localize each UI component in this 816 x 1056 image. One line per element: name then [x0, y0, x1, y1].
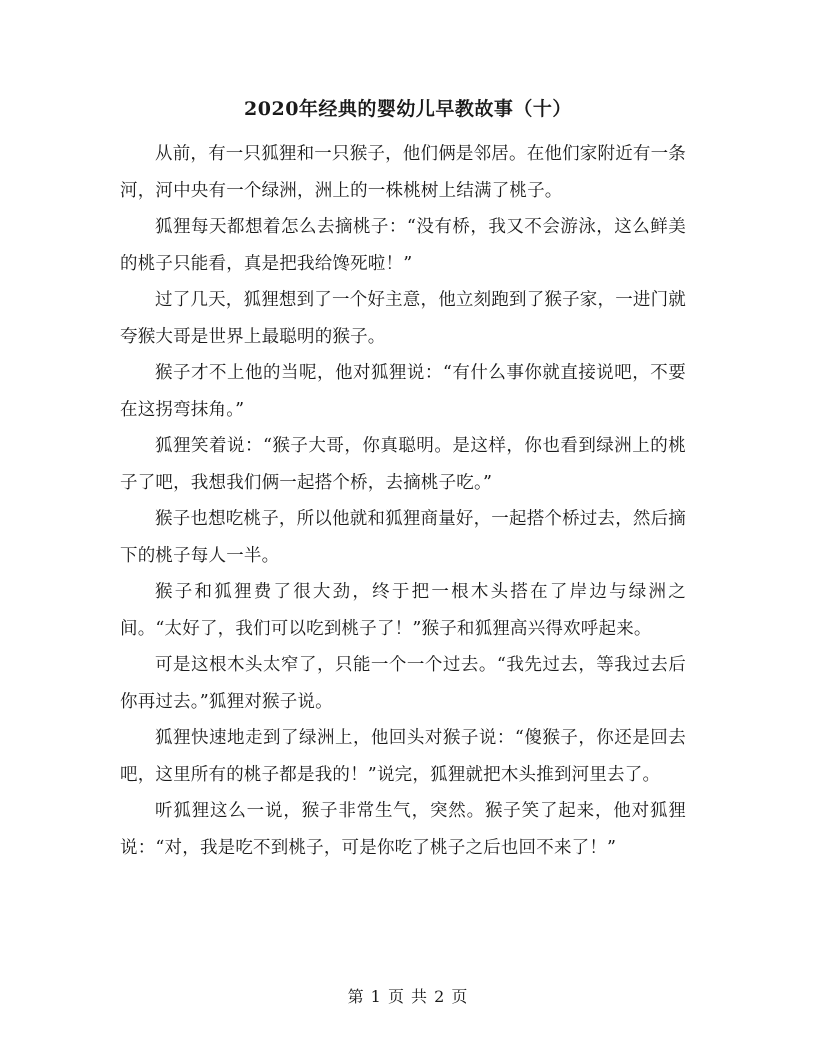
paragraph: 听狐狸这么一说，猴子非常生气，突然。猴子笑了起来，他对狐狸说：“对，我是吃不到桃子，可是你吃了桃子之后也回不来了！” [120, 801, 686, 858]
paragraph: 狐狸每天都想着怎么去摘桃子：“没有桥，我又不会游泳，这么鲜美的桃子只能看，真是把我给馋死啦！” [120, 217, 686, 274]
story-body [120, 136, 686, 866]
page-number-footer: 第 1 页 共 2 页 [347, 987, 469, 1006]
paragraph: 狐狸快速地走到了绿洲上，他回头对猴子说：“傻猴子，你还是回去吧，这里所有的桃子都是我的！”说完，狐狸就把木头推到河里去了。 [120, 728, 686, 785]
paragraph: 猴子和狐狸费了很大劲，终于把一根木头搭在了岸边与绿洲之间。“太好了，我们可以吃到桃子了！”猴子和狐狸高兴得欢呼起来。 [120, 582, 686, 639]
paragraph: 猴子也想吃桃子，所以他就和狐狸商量好，一起搭个桥过去，然后摘下的桃子每人一半。 [120, 509, 686, 566]
paragraph: 过了几天，狐狸想到了一个好主意，他立刻跑到了猴子家，一进门就夸猴大哥是世界上最聪明的猴子。 [120, 290, 686, 347]
paragraph: 可是这根木头太窄了，只能一个一个过去。“我先过去，等我过去后你再过去。”狐狸对猴子说。 [120, 655, 686, 712]
paragraph: 狐狸笑着说：“猴子大哥，你真聪明。是这样，你也看到绿洲上的桃子了吧，我想我们俩一起搭个桥，去摘桃子吃。” [120, 436, 686, 493]
paragraph: 从前，有一只狐狸和一只猴子，他们俩是邻居。在他们家附近有一条河，河中央有一个绿洲，洲上的一株桃树上结满了桃子。 [120, 144, 686, 201]
document-title: 2020年经典的婴幼儿早教故事（十） [244, 98, 572, 120]
paragraph: 猴子才不上他的当呢，他对狐狸说：“有什么事你就直接说吧，不要在这拐弯抹角。” [120, 363, 686, 420]
